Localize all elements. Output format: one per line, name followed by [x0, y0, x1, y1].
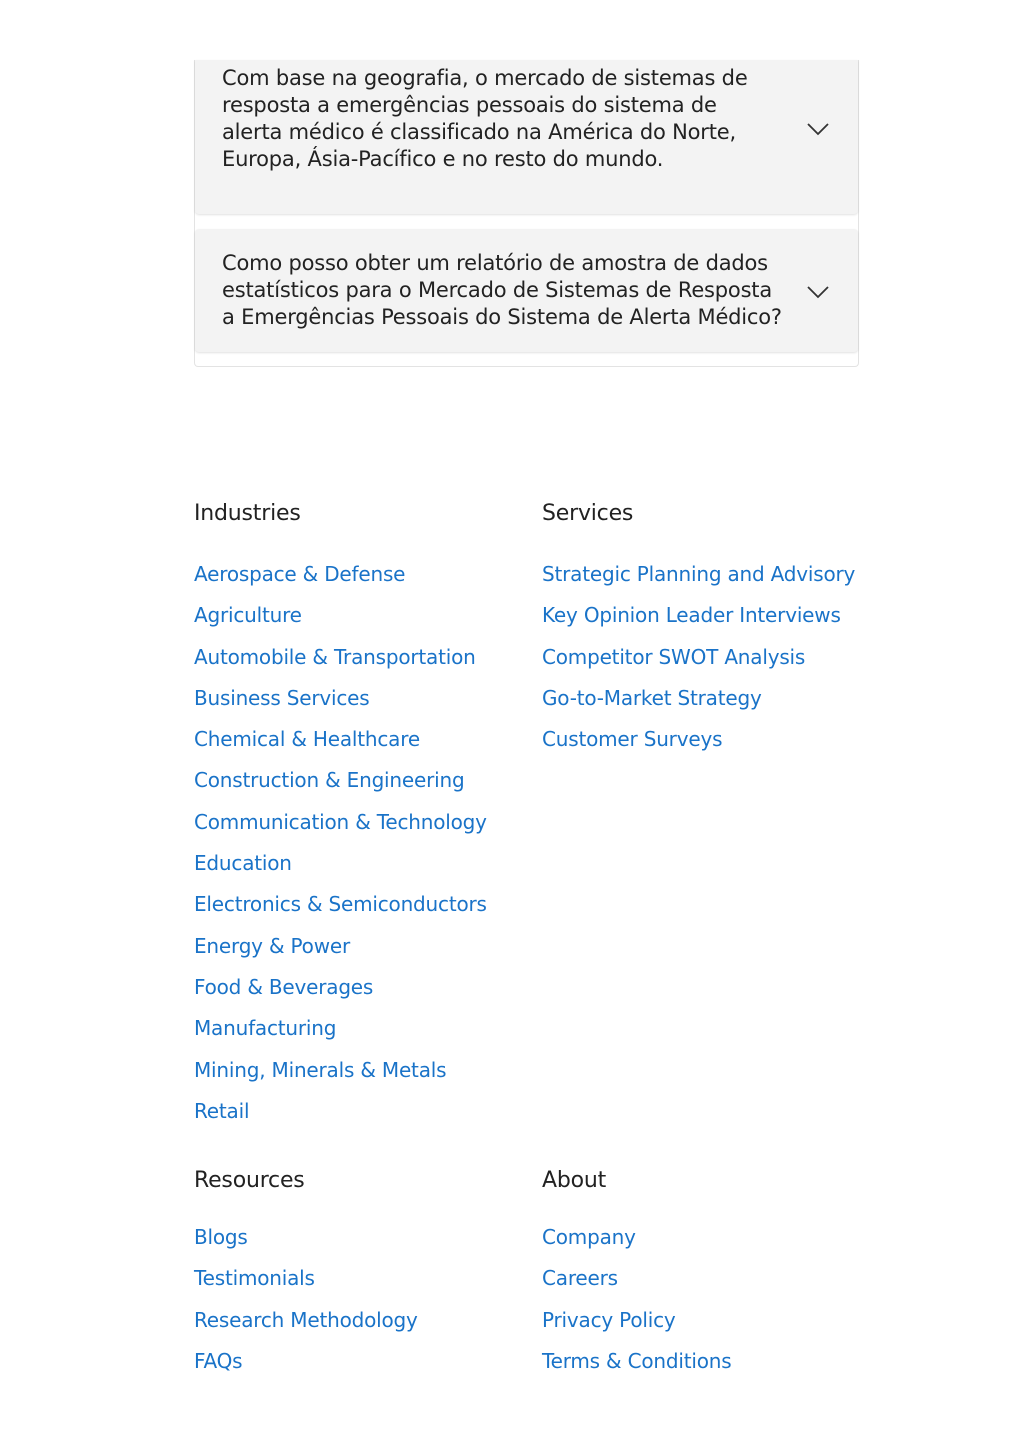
footer-heading-resources: Resources [194, 1168, 305, 1193]
footer-link[interactable]: Go-to-Market Strategy [542, 685, 762, 710]
footer-link[interactable]: Aerospace & Defense [194, 562, 406, 586]
footer-link[interactable]: Communication & Technology [194, 809, 487, 834]
footer-heading-industries: Industries [194, 501, 301, 526]
footer-industries [194, 499, 524, 1138]
industries-link-list [194, 560, 524, 1138]
footer-link[interactable]: Manufacturing [194, 1016, 337, 1041]
footer-link[interactable]: Careers [542, 1266, 618, 1291]
faq-question: Com base na geografia, o mercado de sistemas de resposta a emergências pessoais do sistema de alerta médico é classificado na América do Norte, Europa, Ásia-Pacífico e no resto do mundo. [222, 66, 748, 171]
footer-services [542, 499, 872, 766]
faq-item-sample-report[interactable] [195, 229, 858, 352]
footer-link[interactable]: Construction & Engineering [194, 768, 465, 793]
footer-link[interactable]: Agriculture [194, 603, 302, 628]
footer-link[interactable]: Business Services [194, 685, 370, 710]
footer-heading-services: Services [542, 501, 634, 526]
footer-link[interactable]: Food & Beverages [194, 974, 374, 999]
footer-link[interactable]: Competitor SWOT Analysis [542, 644, 806, 669]
services-link-list [542, 560, 872, 766]
footer-link[interactable]: Automobile & Transportation [194, 644, 476, 669]
footer-link[interactable]: Education [194, 851, 292, 876]
chevron-down-icon[interactable] [806, 122, 830, 136]
footer-link[interactable]: Retail [194, 1098, 250, 1123]
footer-link[interactable]: Research Methodology [194, 1307, 418, 1332]
footer-link[interactable]: Energy & Power [194, 933, 350, 958]
footer-heading-about: About [542, 1168, 607, 1193]
footer-link[interactable]: FAQs [194, 1348, 243, 1373]
faq-question: Como posso obter um relatório de amostra de dados estatísticos para o Mercado de Sistemas de Resposta a Emergências Pessoais do Sistema de Alerta Médico? [222, 251, 782, 329]
footer-about [542, 1166, 872, 1388]
footer-link[interactable]: Blogs [194, 1225, 248, 1249]
footer-link[interactable]: Customer Surveys [542, 727, 723, 752]
footer-link[interactable]: Company [542, 1225, 636, 1249]
faq-item-geography[interactable] [195, 60, 858, 214]
footer-resources [194, 1166, 524, 1388]
chevron-down-icon[interactable] [806, 285, 830, 299]
footer-link[interactable]: Chemical & Healthcare [194, 727, 420, 752]
footer-link[interactable]: Strategic Planning and Advisory [542, 562, 856, 586]
footer-link[interactable]: Electronics & Semiconductors [194, 892, 487, 917]
resources-link-list [194, 1223, 524, 1388]
footer-link[interactable]: Testimonials [194, 1266, 315, 1291]
footer-link[interactable]: Privacy Policy [542, 1307, 676, 1332]
about-link-list [542, 1223, 872, 1388]
footer-link[interactable]: Terms & Conditions [542, 1348, 732, 1373]
faq-accordion [194, 60, 859, 367]
footer-link[interactable]: Mining, Minerals & Metals [194, 1057, 447, 1082]
footer-link[interactable]: Key Opinion Leader Interviews [542, 603, 841, 628]
